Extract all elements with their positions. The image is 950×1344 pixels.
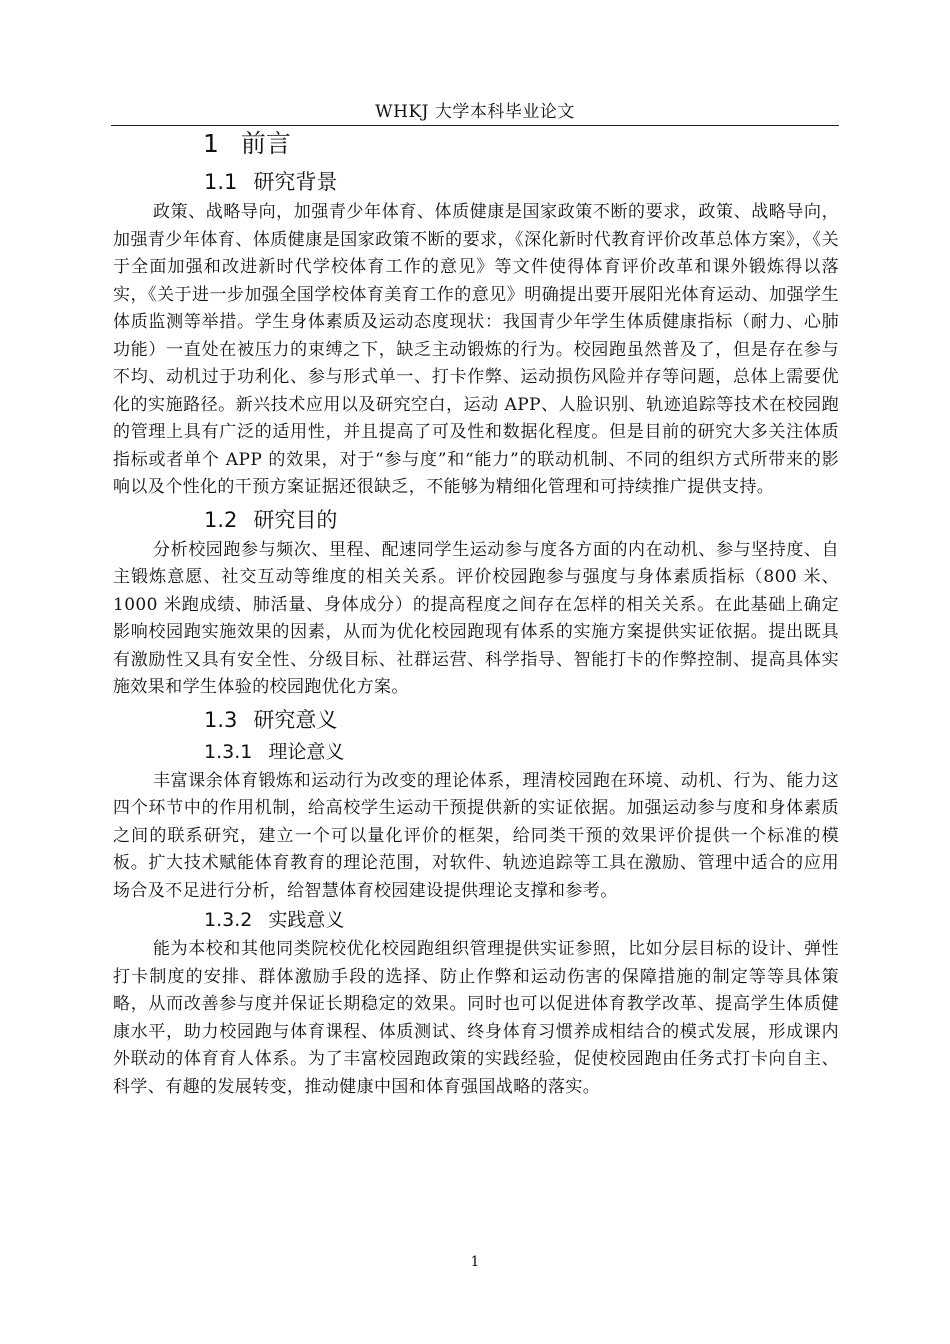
subsection-title: 实践意义 [268, 909, 345, 931]
section-title: 研究意义 [253, 707, 338, 732]
subsection-heading-1-3-2 [204, 905, 839, 935]
paragraph-theoretical-significance: 丰富课余体育锻炼和运动行为改变的理论体系，理清校园跑在环境、动机、行为、能力这四个环节中的作用机制，给高校学生运动干预提供新的实证依据。加强运动参与度和身体素质之间的联系研究，建立一个可以量化评价的框架，给同类干预的效果评价提供一个标准的模板。扩大技术赋能体育教育的理论范围，对软件、轨迹追踪等工具在激励、管理中适合的应用场合及不足进行分析，给智慧体育校园建设提供理论支撑和参考。 [113, 770, 839, 901]
section-title: 研究背景 [253, 170, 338, 194]
document-body [113, 126, 839, 1101]
paragraph-practical-significance: 能为本校和其他同类院校优化校园跑组织管理提供实证参照，比如分层目标的设计、弹性打卡制度的安排、群体激励手段的选择、防止作弊和运动伤害的保障措施的制定等等具体策略，从而改善参与度并保证长期稳定的效果。同时也可以促进体育教学改革、提高学生体质健康水平，助力校园跑与体育课程、体质测试、终身体育习惯养成相结合的模式发展，形成课内外联动的体育育人体系。为了丰富校园跑政策的实践经验，促使校园跑由任务式打卡向自主、科学、有趣的发展转变，推动健康中国和体育强国战略的落实。 [113, 939, 839, 1097]
section-number: 1.1 [204, 170, 238, 194]
chapter-number: 1 [203, 129, 219, 158]
section-heading-1-3 [204, 704, 839, 736]
subsection-number: 1.3.2 [204, 909, 253, 931]
chapter-title: 前言 [240, 129, 291, 158]
section-number: 1.2 [204, 507, 238, 532]
section-heading-1-2 [204, 504, 839, 536]
page-header: WHKJ 大学本科毕业论文 [375, 102, 575, 122]
section-title: 研究目的 [253, 507, 338, 532]
subsection-heading-1-3-1 [204, 737, 839, 767]
paragraph-background: 政策、战略导向，加强青少年体育、体质健康是国家政策不断的要求，政策、战略导向，加强青少年体育、体质健康是国家政策不断的要求，《深化新时代教育评价改革总体方案》，《关于全面加强和改进新时代学校体育工作的意见》等文件使得体育评价改革和课外锻炼得以落实，《关于进一步加强全国学校体育美育工作的意见》明确提出要开展阳光体育运动、加强学生体质监测等举措。学生身体素质及运动态度现状：我国青少年学生体质健康指标（耐力、心肺功能）一直处在被压力的束缚之下，缺乏主动锻炼的行为。校园跑虽然普及了，但是存在参与不均、动机过于功利化、参与形式单一、打卡作弊、运动损伤风险并存等问题，总体上需要优化的实施路径。新兴技术应用以及研究空白，运动 APP、人脸识别、轨迹追踪等技术在校园跑的管理上具有广泛的适用性，并且提高了可及性和数据化程度。但是目前的研究大多关注体质指标或者单个 APP 的效果，对于“参与度”和“能力”的联动机制、不同的组织方式所带来的影响以及个性化的干预方案证据还很缺乏，不能够为精细化管理和可持续推广提供支持。 [113, 202, 839, 497]
page-number: 1 [470, 1254, 480, 1270]
section-heading-1-1 [204, 166, 839, 198]
subsection-number: 1.3.1 [204, 740, 253, 763]
chapter-heading [203, 126, 839, 162]
paragraph-purpose: 分析校园跑参与频次、里程、配速同学生运动参与度各方面的内在动机、参与坚持度、自主锻炼意愿、社交互动等维度的相关关系。评价校园跑参与强度与身体素质指标（800 米、1000 米跑成绩、肺活量、身体成分）的提高程度之间存在怎样的相关关系。在此基础上确定影响校园跑实施效果的因素，从而为优化校园跑现有体系的实施方案提供实证依据。提出既具有激励性又具有安全性、分级目标、社群运营、科学指导、智能打卡的作弊控制、提高具体实施效果和学生体验的校园跑优化方案。 [113, 539, 839, 697]
subsection-title: 理论意义 [268, 740, 345, 763]
section-number: 1.3 [204, 707, 238, 732]
